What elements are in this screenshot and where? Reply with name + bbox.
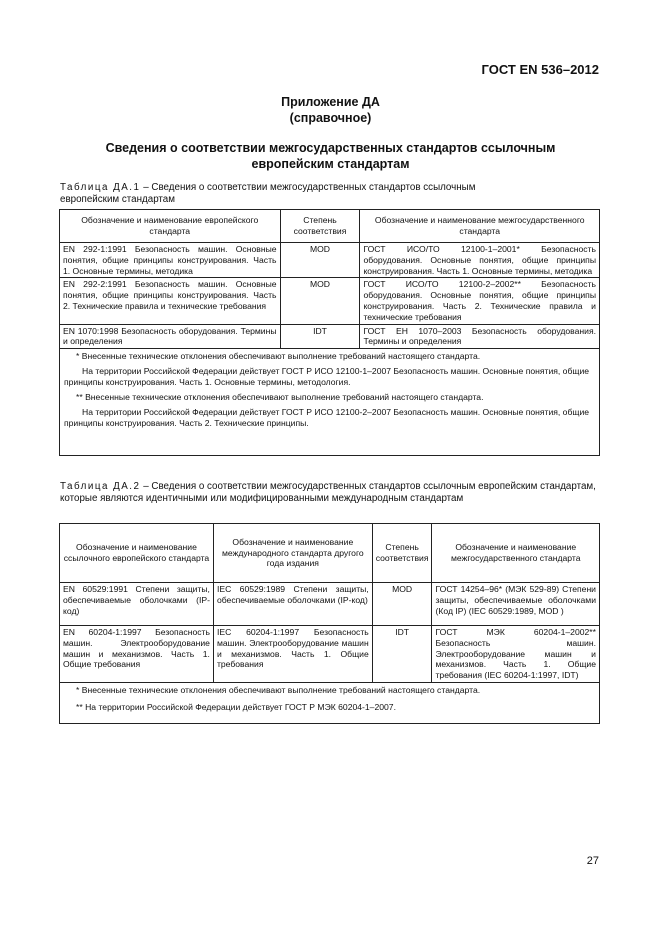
table2-header-cell: Обозначение и наименование ссылочного европейского стандарта (60, 524, 214, 583)
table-row (60, 278, 600, 324)
table1-header-cell: Обозначение и наименование европейского стандарта (60, 210, 281, 243)
table-cell: ГОСТ 14254–96* (МЭК 529-89) Степени защиты, обеспечиваемые оболочками (Код IP) (IEC 60529:1989, MOD ) (432, 583, 600, 626)
table-cell: EN 1070:1998 Безопасность оборудования. Термины и определения (60, 324, 281, 349)
table-cell: EN 60204-1:1997 Безопасность машин. Электрооборудование машин и механизмов. Часть 1. Общие требования (60, 626, 214, 683)
table1-caption (60, 182, 600, 206)
table2-notes (60, 682, 600, 723)
table-cell: ГОСТ ЕН 1070–2003 Безопасность оборудования. Термины и определения (360, 324, 600, 349)
table1-header-cell: Степень соответствия (280, 210, 360, 243)
table-note: На территории Российской Федерации действует ГОСТ Р ИСО 12100-1–2007 Безопасность машин. Основные понятия, общие принципы конструирования. Часть 1. Основные термины, методология. (64, 366, 590, 388)
appendix-heading-line2: европейским стандартам (251, 157, 410, 171)
table2-caption-prefix: Таблица ДА.2 (60, 481, 141, 492)
table-cell: ГОСТ МЭК 60204-1–2002** Безопасность машин. Электрооборудование машин и механизмов. Часть 1. Общие требования (IEC 60204-1:1997, IDT) (432, 626, 600, 683)
table-note: * Внесенные технические отклонения обеспечивают выполнение требований настоящего стандарта. (76, 351, 481, 362)
table2-header-cell: Обозначение и наименование международного стандарта другого года издания (213, 524, 372, 583)
table2-header-cell: Обозначение и наименование межгосударственного стандарта (432, 524, 600, 583)
appendix-title: Приложение ДА (281, 95, 380, 109)
table-cell: ГОСТ ИСО/ТО 12100-1–2001* Безопасность оборудования. Основные понятия, общие принципы конструирования. Часть 1. Основные термины, методика (360, 243, 600, 278)
table-note: ** Внесенные технические отклонения обеспечивают выполнение требований настоящего стандарта. (76, 392, 484, 403)
table-note: ** На территории Российской Федерации действует ГОСТ Р МЭК 60204-1–2007. (76, 701, 396, 712)
appendix-subtitle: (справочное) (289, 111, 372, 125)
table-row (60, 243, 600, 278)
document-standard-code: ГОСТ EN 536–2012 (481, 62, 599, 77)
table1-caption-line2: европейским стандартам (60, 194, 175, 205)
table1-caption-prefix: Таблица ДА.1 (60, 182, 141, 193)
table2-caption (60, 481, 600, 505)
table1-header-row (60, 210, 600, 243)
table-cell: EN 292-1:1991 Безопасность машин. Основные понятия, общие принципы конструирования. Часть 1. Основные термины, методика (60, 243, 281, 278)
table-cell: MOD (280, 278, 360, 324)
table2-header-cell: Степень соответствия (372, 524, 432, 583)
table2-notes-row (60, 682, 600, 723)
table2 (59, 523, 600, 724)
table-cell: EN 60529:1991 Степени защиты, обеспечиваемые оболочками (IP-код) (60, 583, 214, 626)
appendix-heading (0, 140, 661, 172)
table-cell: IEC 60529:1989 Степени защиты, обеспечиваемые оболочками (IP-код) (213, 583, 372, 626)
table-cell: IDT (372, 626, 432, 683)
table-cell: EN 292-2:1991 Безопасность машин. Основные понятия, общие принципы конструирования. Часть 2. Технические правила и технические требования (60, 278, 281, 324)
table-row (60, 324, 600, 349)
table1-header-cell: Обозначение и наименование межгосударственного стандарта (360, 210, 600, 243)
table1 (59, 209, 600, 456)
table-cell: ГОСТ ИСО/ТО 12100-2–2002** Безопасность оборудования. Основные понятия, общие принципы конструирования. Часть 2. Технические правила и технические требования (360, 278, 600, 324)
table-row (60, 583, 600, 626)
page-number: 27 (586, 855, 599, 867)
table1-caption-line1: – Сведения о соответствии межгосударственных стандартов ссылочным (140, 182, 476, 193)
table-row (60, 626, 600, 683)
table-note: * Внесенные технические отклонения обеспечивают выполнение требований настоящего стандарта. (76, 684, 481, 695)
table1-notes-row (60, 349, 600, 456)
table-cell: IDT (280, 324, 360, 349)
table-note: На территории Российской Федерации действует ГОСТ Р ИСО 12100-2–2007 Безопасность машин. Основные понятия, общие принципы конструирования. Часть 2. Технические принципы. (64, 407, 590, 429)
appendix-heading-line1: Сведения о соответствии межгосударственных стандартов ссылочным (105, 141, 556, 155)
table2-caption-text: – Сведения о соответствии межгосударственных стандартов ссылочным европейским стандартам, которые являются идентичными или модифицированными международным стандартам (60, 481, 596, 504)
table2-header-row (60, 524, 600, 583)
table1-notes (60, 349, 600, 456)
table-cell: IEC 60204-1:1997 Безопасность машин. Электрооборудование машин и механизмов. Часть 1. Общие требования (213, 626, 372, 683)
table-cell: MOD (280, 243, 360, 278)
table-cell: MOD (372, 583, 432, 626)
